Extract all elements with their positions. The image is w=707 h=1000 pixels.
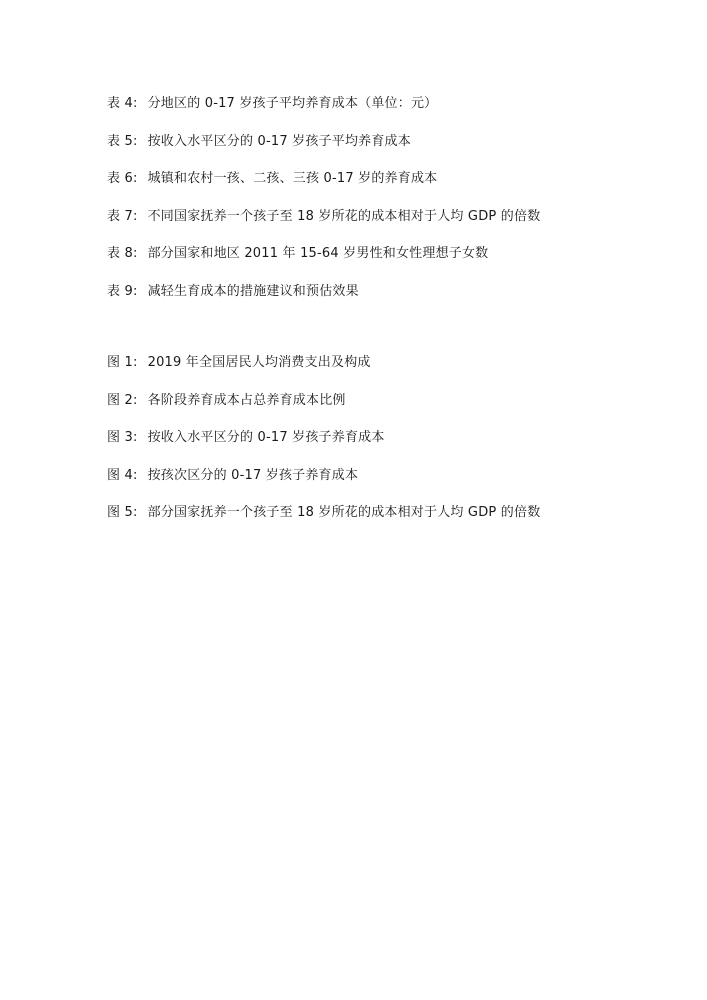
table-label: 表 8: (107, 246, 138, 261)
figure-label: 图 2: (107, 392, 138, 408)
table-title: 按收入水平区分的 0-17 岁孩子平均养育成本 (147, 133, 411, 149)
table-title: 减轻生育成本的措施建议和预估效果 (147, 283, 359, 299)
table-title: 分地区的 0-17 岁孩子平均养育成本（单位：元） (147, 96, 438, 111)
table-title: 不同国家抚养一个孩子至 18 岁所花的成本相对于人均 GDP 的倍数 (147, 208, 541, 224)
figure-title: 按孩次区分的 0-17 岁孩子养育成本 (147, 467, 359, 483)
table-label: 表 4: (107, 96, 138, 111)
figure-title: 按收入水平区分的 0-17 岁孩子养育成本 (147, 430, 385, 445)
list-item-table-4 (107, 94, 687, 132)
list-item-figure-5 (107, 503, 687, 541)
list-item-table-6 (107, 169, 687, 207)
figure-label: 图 4: (107, 467, 138, 483)
list-item-table-5 (107, 132, 687, 170)
figure-title: 各阶段养育成本占总养育成本比例 (147, 392, 346, 408)
figure-label: 图 3: (107, 430, 138, 445)
figure-label: 图 1: (107, 355, 138, 370)
list-item-figure-1 (107, 353, 687, 391)
list-item-figure-2 (107, 391, 687, 429)
figure-list (107, 353, 687, 541)
list-item-table-9 (107, 282, 687, 320)
table-label: 表 7: (107, 208, 138, 224)
table-title: 部分国家和地区 2011 年 15-64 岁男性和女性理想子女数 (147, 246, 489, 261)
list-item-table-8 (107, 244, 687, 282)
list-item-figure-3 (107, 428, 687, 466)
table-title: 城镇和农村一孩、二孩、三孩 0-17 岁的养育成本 (147, 171, 438, 186)
table-label: 表 5: (107, 133, 138, 149)
figure-label: 图 5: (107, 505, 138, 520)
list-item-figure-4 (107, 466, 687, 504)
table-list (107, 94, 687, 319)
table-label: 表 9: (107, 283, 138, 299)
list-item-table-7 (107, 207, 687, 245)
figure-title: 2019 年全国居民人均消费支出及构成 (147, 355, 371, 370)
figure-title: 部分国家抚养一个孩子至 18 岁所花的成本相对于人均 GDP 的倍数 (147, 505, 541, 520)
table-label: 表 6: (107, 171, 138, 186)
